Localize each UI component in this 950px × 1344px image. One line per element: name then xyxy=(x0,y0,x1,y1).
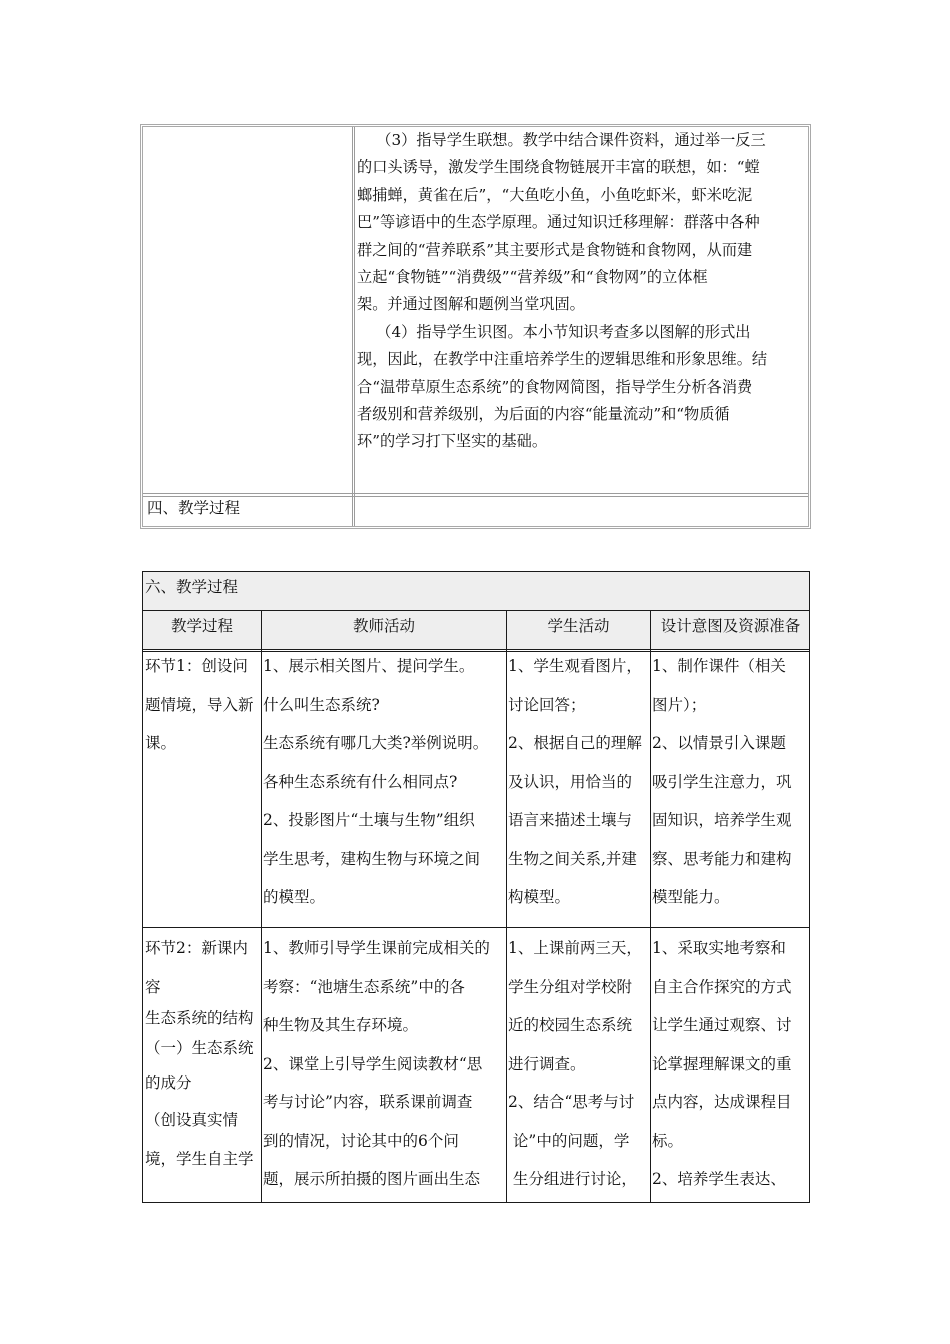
cell-line: 及认识，用恰当的 xyxy=(508,772,633,791)
text-line: （3）指导学生联想。教学中结合课件资料，通过举一反三 xyxy=(357,131,766,149)
cell-line: 课。 xyxy=(145,734,177,752)
cell-line: 进行调查。 xyxy=(508,1054,586,1073)
cell-line: 的成分 xyxy=(145,1074,192,1092)
column-divider xyxy=(650,611,651,1203)
cell-line: 学生思考，建构生物与环境之间 xyxy=(263,849,481,868)
table-cell xyxy=(145,647,260,763)
text-line: 环”的学习打下坚实的基础。 xyxy=(357,432,548,451)
cell-line: 讨论回答； xyxy=(508,695,586,714)
text-line: 现，因此，在教学中注重培养学生的逻辑思维和形象思维。结 xyxy=(357,350,768,369)
cell-line: 1、制作课件（相关 xyxy=(652,657,786,675)
cell-line: 各种生态系统有什么相同点? xyxy=(263,772,458,791)
cell-line: 生物之间关系,并建 xyxy=(508,849,637,868)
text-line: 架。并通过图解和题例当堂巩固。 xyxy=(357,295,585,314)
cell-line: 容 xyxy=(145,977,161,996)
row-divider xyxy=(143,927,809,928)
cell-line: 生分组进行讨论， xyxy=(508,1170,637,1188)
cell-line: 吸引学生注意力，巩 xyxy=(652,772,792,791)
cell-line: 固知识，培养学生观 xyxy=(652,811,792,829)
cell-line: 环节1：创设问 xyxy=(145,657,248,675)
cell-line: 1、展示相关图片、提问学生。 xyxy=(263,657,475,675)
table-2 xyxy=(142,571,810,1203)
text-line: 合“温带草原生态系统”的食物网简图，指导学生分析各消费 xyxy=(357,377,753,396)
text-line: 立起“食物链”“消费级”“营养级”和“食物网”的立体框 xyxy=(357,268,708,287)
cell-line: 2、培养学生表达、 xyxy=(652,1170,786,1188)
cell-line: 学生分组对学校附 xyxy=(508,977,633,996)
cell-line: 模型能力。 xyxy=(652,888,730,906)
table-cell xyxy=(263,929,506,1199)
cell-line: 察、思考能力和建构 xyxy=(652,849,792,868)
header-cell: 学生活动 xyxy=(547,617,610,635)
cell-line: 生态系统的结构 xyxy=(145,1009,254,1027)
cell-line: 近的校园生态系统 xyxy=(508,1016,633,1034)
cell-line: 环节2：新课内 xyxy=(145,939,248,957)
cell-line: （一）生态系统 xyxy=(145,1039,254,1057)
text-line: 群之间的“营养联系”其主要形式是食物链和食物网，从而建 xyxy=(357,240,753,259)
cell-line: 论”中的问题，学 xyxy=(508,1131,630,1150)
text-line: 巴”等谚语中的生态学原理。通过知识迁移理解：群落中各种 xyxy=(357,213,760,232)
cell-line: 1、学生观看图片， xyxy=(508,657,642,675)
cell-line: 生态系统有哪几大类?举例说明。 xyxy=(263,734,489,752)
guidance-text xyxy=(357,127,809,456)
cell-line: 什么叫生态系统? xyxy=(263,695,380,714)
cell-line: 题，展示所拍摄的图片画出生态 xyxy=(263,1170,481,1188)
table-cell xyxy=(508,929,650,1199)
table-cell xyxy=(145,929,260,1179)
cell-line: 2、结合“思考与讨 xyxy=(508,1093,635,1111)
cell-line: 标。 xyxy=(652,1131,684,1150)
row-divider xyxy=(143,493,808,497)
cell-line: 自主合作探究的方式 xyxy=(652,977,792,996)
cell-line: 语言来描述土壤与 xyxy=(508,811,633,829)
table-cell xyxy=(508,647,650,917)
text-line: 的口头诱导，激发学生围绕食物链展开丰富的联想，如：“螳 xyxy=(357,158,760,177)
cell-line: 2、课堂上引导学生阅读教材“思 xyxy=(263,1054,483,1073)
cell-line: 点内容，达成课程目 xyxy=(652,1093,792,1111)
cell-line: 题情境，导入新 xyxy=(145,695,254,714)
cell-line: 2、根据自己的理解 xyxy=(508,734,642,752)
cell-line: 的模型。 xyxy=(263,888,326,906)
cell-line: 图片）； xyxy=(652,695,707,714)
table-cell xyxy=(652,929,810,1199)
column-divider xyxy=(352,127,355,526)
column-divider xyxy=(506,611,507,1203)
cell-line: （创设真实情 xyxy=(145,1111,239,1129)
text-line: 者级别和营养级别，为后面的内容“能量流动”和“物质循 xyxy=(357,405,730,424)
table-cell xyxy=(652,647,810,917)
cell-line: 1、上课前两三天， xyxy=(508,939,642,957)
table-cell xyxy=(263,647,506,917)
cell-line: 构模型。 xyxy=(508,888,571,906)
table-header-row xyxy=(143,611,809,650)
header-cell: 教师活动 xyxy=(352,617,415,635)
cell-line: 考察：“池塘生态系统”中的各 xyxy=(263,977,465,996)
table-1 xyxy=(140,124,811,529)
cell-line: 1、采取实地考察和 xyxy=(652,939,786,957)
text-line: 螂捕蝉，黄雀在后”，“大鱼吃小鱼，小鱼吃虾米，虾米吃泥 xyxy=(357,185,753,204)
cell-line: 2、以情景引入课题 xyxy=(652,734,786,752)
cell-line: 让学生通过观察、讨 xyxy=(652,1016,792,1034)
text-line: （4）指导学生识图。本小节知识考查多以图解的形式出 xyxy=(357,322,751,341)
cell-line: 种生物及其生存环境。 xyxy=(263,1016,419,1034)
cell-line: 考与讨论”内容，联系课前调查 xyxy=(263,1093,473,1111)
cell-line: 论掌握理解课文的重 xyxy=(652,1054,792,1073)
cell-line: 境，学生自主学 xyxy=(145,1150,254,1168)
cell-line: 1、教师引导学生课前完成相关的 xyxy=(263,939,490,957)
column-divider xyxy=(261,611,262,1203)
header-cell: 教学过程 xyxy=(170,617,233,635)
section-label: 四、教学过程 xyxy=(147,499,241,517)
table-title: 六、教学过程 xyxy=(143,572,809,611)
cell-line: 到的情况，讨论其中的6个问 xyxy=(263,1131,459,1150)
cell-line: 2、投影图片“土壤与生物”组织 xyxy=(263,811,475,829)
header-cell: 设计意图及资源准备 xyxy=(660,617,801,635)
